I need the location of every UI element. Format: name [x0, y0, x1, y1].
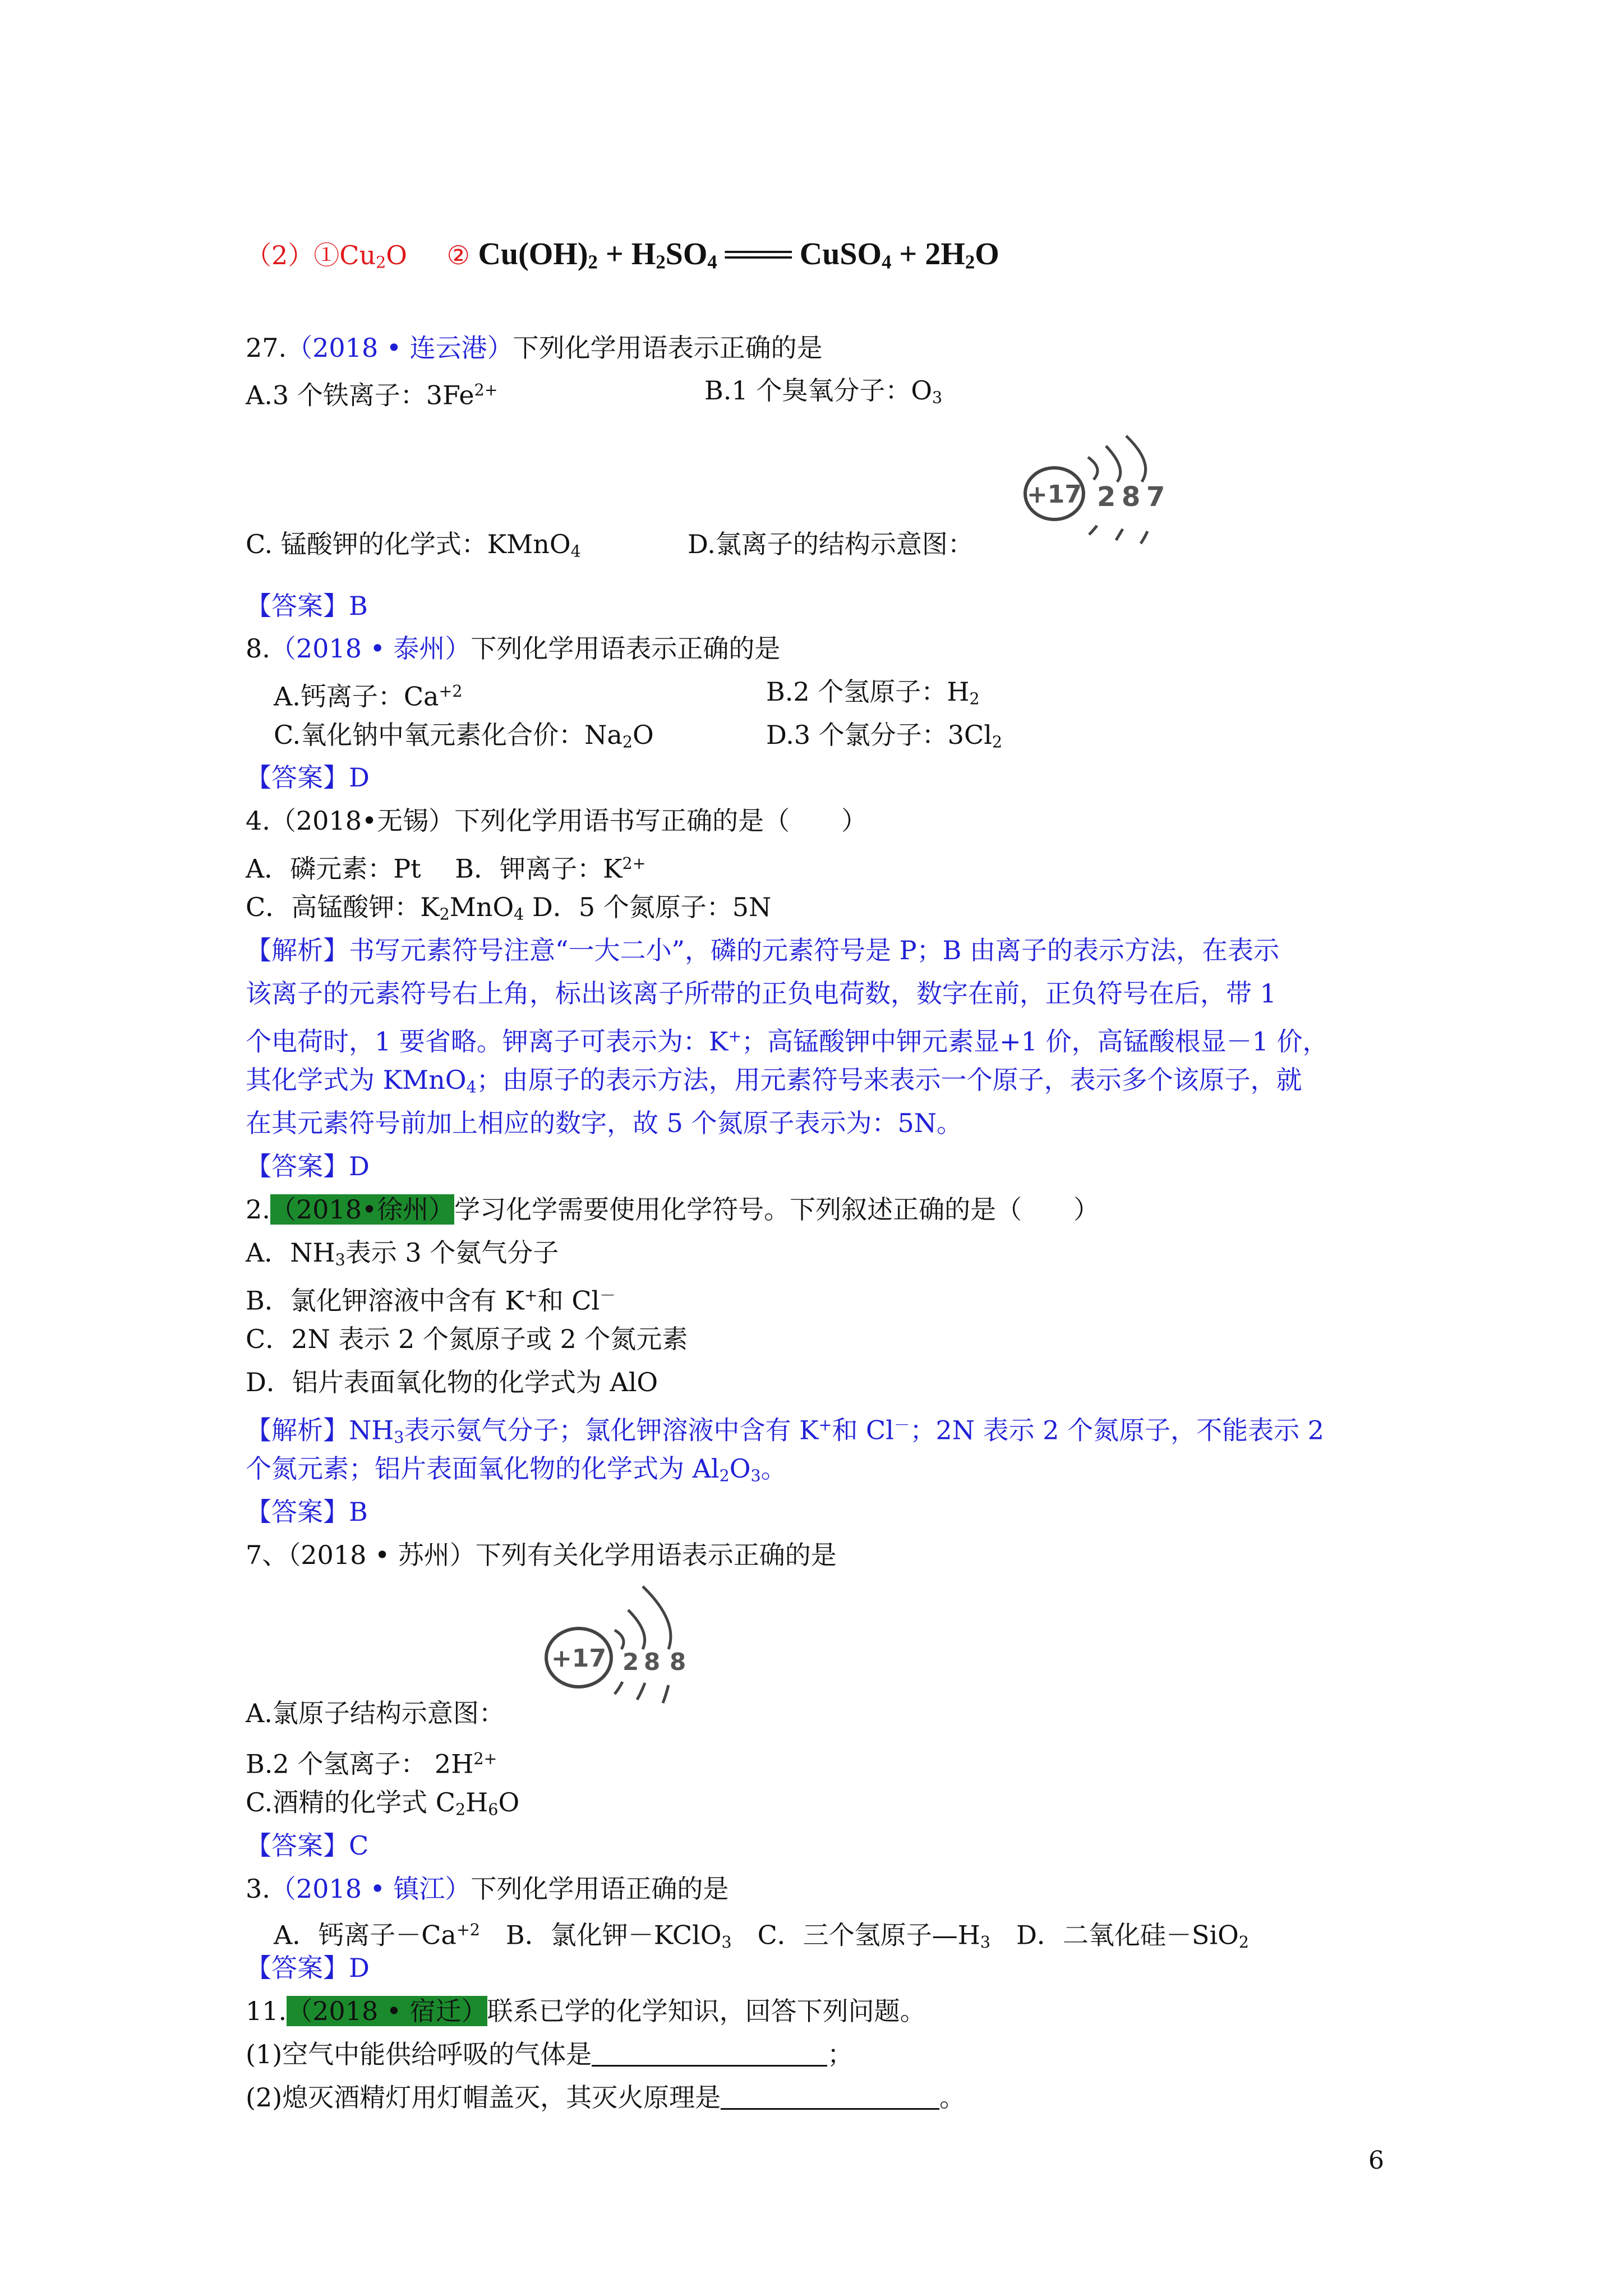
q7-option-a: A.氯原子结构示意图： — [246, 1698, 505, 1728]
q4-answer: 【答案】D — [246, 1151, 370, 1181]
answer-blank-1[interactable] — [592, 2040, 827, 2067]
reaction-equation: $Cu(OH)_2 + H_2SO_4$ ═══ CuSO$_4$ + $2H_2O$ — [478, 237, 999, 273]
q8-stem: 8.（2018 • 泰州）下列化学用语表示正确的是 — [246, 633, 781, 664]
shell-3-label: 7 — [1146, 481, 1165, 513]
shell-1-label: 2 — [1097, 481, 1116, 513]
q8-option-a: A.钙离子：$Ca^{+2}$ — [274, 681, 463, 712]
shell-1-label: 2 — [623, 1648, 639, 1676]
q4-analysis-line5: 在其元素符号前加上相应的数字，故 5 个氮原子表示为：5N。 — [246, 1108, 963, 1138]
q3-stem: 3.（2018 • 镇江）下列化学用语正确的是 — [246, 1874, 729, 1904]
shell-2-label: 8 — [1122, 481, 1141, 513]
q2-stem: 2.（2018•徐州）学习化学需要使用化学符号。下列叙述正确的是（ ） — [246, 1194, 1100, 1225]
chloride-ion-structure-diagram — [1009, 424, 1189, 553]
chlorine-atom-structure-diagram — [538, 1571, 707, 1717]
q2-analysis-line2: 个氮元素；铝片表面氧化物的化学式为 $Al_2O_3$。 — [246, 1453, 787, 1485]
q8-option-b: B.2 个氢原子：$H_2$ — [766, 677, 980, 708]
q7-option-b: B.2 个氢离子： $2H^{2+}$ — [246, 1749, 497, 1779]
q11-part1: (1)空气中能供给呼吸的气体是 ； — [246, 2039, 854, 2069]
q4-option-cd: C．高锰酸钾：$K_2MnO_4$ D．5 个氮原子：5N — [246, 892, 772, 924]
q8-answer: 【答案】D — [246, 762, 370, 793]
q27-option-a: A.3 个铁离子：$3Fe^{2+}$ — [246, 380, 498, 411]
q11-part2: (2)熄灭酒精灯用灯帽盖灭，其灭火原理是 。 — [246, 2082, 966, 2113]
shell-2-label: 8 — [644, 1648, 661, 1676]
q4-analysis-line4: 其化学式为 KMnO$_4$；由原子的表示方法，用元素符号来表示一个原子，表示多个该原子，就 — [246, 1065, 1302, 1097]
q4-option-ab: A．磷元素：Pt B．钾离子：$K^{2+}$ — [246, 853, 646, 884]
q2-option-b: B．氯化钾溶液中含有 K+和 Cl－ — [246, 1285, 616, 1316]
q4-analysis-line1: 【解析】书写元素符号注意“一大二小”，磷的元素符号是 P；B 由离子的表示方法，在表示 — [246, 935, 1280, 965]
q4-stem: 4.（2018•无锡）下列化学用语书写正确的是（ ） — [246, 806, 868, 836]
q27-answer: 【答案】B — [246, 591, 368, 621]
answer-blank-2[interactable] — [721, 2083, 939, 2110]
q27-option-b: B.1 个臭氧分子：$O_3$ — [704, 375, 943, 407]
nucleus-label: +17 — [551, 1644, 607, 1673]
q27-option-c: C. 锰酸钾的化学式：KMnO$_4$ — [246, 529, 581, 561]
q2-analysis-line1: 【解析】$NH_3$表示氨气分子；氯化钾溶液中含有 K+和 Cl－；2N 表示 2 个氮原子，不能表示 2 — [246, 1415, 1325, 1447]
nucleus-label: +17 — [1026, 480, 1082, 509]
page-number: 6 — [1368, 2146, 1384, 2175]
q2-answer: 【答案】B — [246, 1497, 368, 1527]
q3-answer: 【答案】D — [246, 1953, 370, 1983]
q2-option-a: A．$NH_3$表示 3 个氨气分子 — [246, 1237, 559, 1269]
q7-stem: 7、（2018 • 苏州）下列有关化学用语表示正确的是 — [246, 1540, 837, 1570]
q11-stem: 11.（2018 • 宿迁）联系已学的化学知识，回答下列问题。 — [246, 1996, 926, 2026]
q4-analysis-line3: 个电荷时，1 要省略。钾离子可表示为：K+；高锰酸钾中钾元素显+1 价，高锰酸根显－1 价， — [246, 1026, 1329, 1057]
q2-option-c: C．2N 表示 2 个氮原子或 2 个氮元素 — [246, 1324, 688, 1354]
q27-option-d: D.氯离子的结构示意图： — [688, 529, 974, 559]
shell-3-label: 8 — [670, 1648, 686, 1676]
q8-option-d: D.3 个氯分子：$3Cl_2$ — [766, 720, 1003, 752]
q2-option-d: D．铝片表面氧化物的化学式为 AlO — [246, 1367, 658, 1397]
q8-option-c: C.氧化钠中氧元素化合价：$Na_2O$ — [274, 720, 654, 752]
q27-stem: 27.（2018 • 连云港）下列化学用语表示正确的是 — [246, 333, 823, 363]
q7-option-c: C.酒精的化学式 $C_2H_6O$ — [246, 1787, 520, 1819]
q3-options: A．钙离子$-Ca^{+2}$ B．氯化钾－KClO$_3$ C．三个氢原子$—H_3$ D．二氧化硅－SiO$_2$ — [274, 1920, 1249, 1952]
q7-answer: 【答案】C — [246, 1830, 369, 1861]
prev-answer-line: $(2)①Cu_2O$ ② $Cu(OH)_2 + H_2SO_4$ ═══ CuSO$_4$ + $2H_2O$ — [246, 237, 999, 273]
q4-analysis-line2: 该离子的元素符号右上角，标出该离子所带的正负电荷数，数字在前，正负符号在后，带 1 — [246, 978, 1276, 1009]
